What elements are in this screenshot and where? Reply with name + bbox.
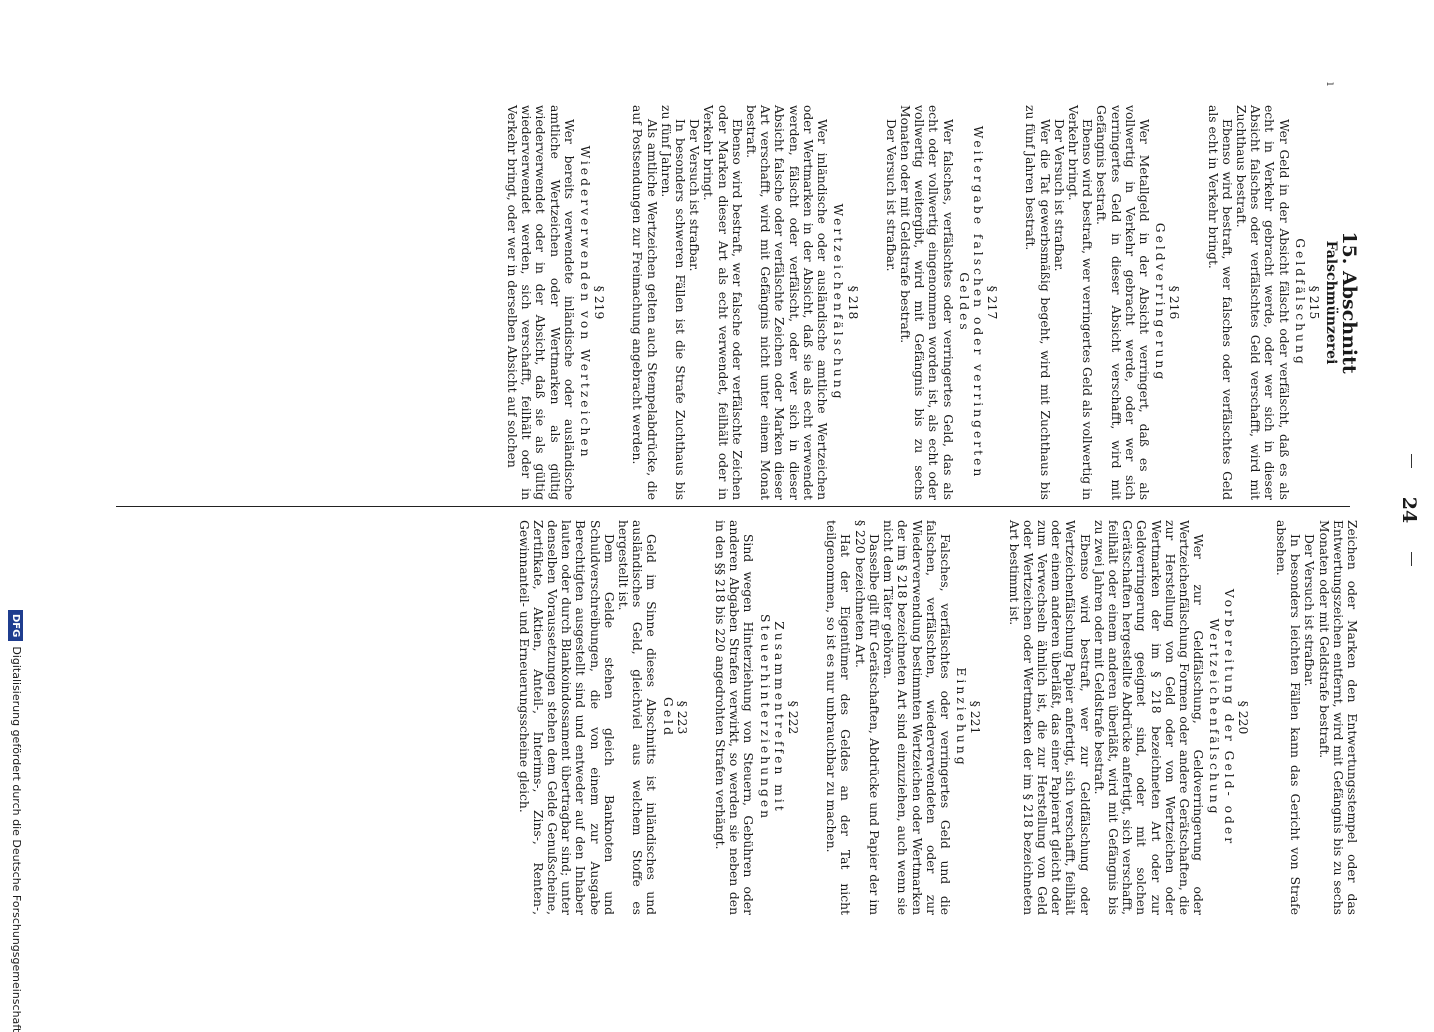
section-number-220: § 220 xyxy=(1235,700,1250,735)
paragraph: Dem Gelde stehen gleich Banknoten und Schuldverschreibungen, die von einem zur Ausgabe Berechtigten ausgestellt sind und entweder auf den Inhaber lauten oder durch Blankoindossament übertragbar sind; unter denselben Voraussetzungen stehen dem Gelde Genußscheine, Zertifikate, Aktien, Anteil-, Interims-, Zins-, Renten-, Gewinnanteil- und Erneuerungsscheine gleich. xyxy=(516,520,616,915)
section-number-223: § 223 xyxy=(674,700,689,735)
dfg-logo: DFG xyxy=(9,610,24,641)
paragraph: Wer Geld in der Absicht fälscht oder verfälscht, daß es als echt in Verkehr gebracht werde, oder wer sich in dieser Absicht falsches oder verfälschtes Geld verschafft, wird mit Zuchthaus bestraft. xyxy=(1233,105,1291,500)
paragraph: Geld im Sinne dieses Abschnitts ist inländisches und ausländisches Geld, gleichviel aus welchem Stoffe es hergestellt ist. xyxy=(616,520,659,915)
paragraph: Zeichen oder Marken den Entwertungsstempel oder das Entwertungszeichen entfernt, wird mit Gefängnis bis zu sechs Monaten oder mit Geldstrafe bestraft. xyxy=(1316,520,1359,915)
paragraph: Wer die Tat gewerbsmäßig begeht, wird mit Zuchthaus bis zu fünf Jahren bestraft. xyxy=(1023,105,1052,500)
paragraph: Ebenso wird bestraft, wer verringertes Geld als vollwertig in Verkehr bringt. xyxy=(1065,105,1095,500)
chapter-title: 15. Abschnitt xyxy=(1338,231,1360,374)
paragraph: Falsches, verfälschtes oder verringertes Geld und die falschen, verfälschten, wiederverwendeten oder zur Wiederverwendung bestimmten Wertzeichen oder Wertmarken der im § 218 bezeichneten Art sind einzuziehen, auch wenn sie nicht dem Täter gehören. xyxy=(881,520,952,915)
paragraph: In besonders leichten Fällen kann das Gericht von Strafe absehen. xyxy=(1273,520,1303,915)
paragraph: Hat der Eigentümer des Geldes an der Tat nicht teilgenommen, so ist es nur unbrauchbar zu machen. xyxy=(824,520,853,915)
header-rule-right xyxy=(1411,552,1412,566)
paragraph: Ebenso wird bestraft, wer falsche oder verfälschte Zeichen oder Marken dieser Art als echt verwendet, feilhält oder in Verkehr bringt. xyxy=(701,105,744,500)
paragraph: Ebenso wird bestraft, wer zur Geldfälschung oder Wertzeichenfälschung Papier anfertigt, sich verschafft, feilhält oder einem anderen überläßt, das einer Papierart gleicht oder zum Verwechseln ähnlich ist, die zur Herstellung von Geld oder Wertzeichen oder Wertmarken der im § 218 bezeichneten Art bestimmt ist. xyxy=(1006,520,1092,915)
digitization-footer xyxy=(2,610,30,1032)
paragraph: Wer zur Geldfälschung, Geldverringerung oder Wertzeichenfälschung Formen oder andere Gerätschaften, die zur Herstellung von Geld oder von Wertzeichen oder Wertmarken der im § 218 bezeichneten Art oder zur Geldverringerung geeignet sind, oder mit solchen Gerätschaften hergestellte Abdrücke anfertigt, sich verschafft, feilhält oder einem anderen überläßt, wird mit Gefängnis bis zu zwei Jahren oder mit Geldstrafe bestraft. xyxy=(1091,520,1206,915)
section-title-217: Weitergabe falschen oder verringerten Geldes xyxy=(956,125,985,480)
paragraph: Der Versuch ist strafbar. xyxy=(883,119,898,272)
paragraph: Wer Metallgeld in der Absicht verringert, daß es als vollwertig in Verkehr gebracht werde, oder wer sich verringertes Geld in dieser Absicht verschafft, wird mit Gefängnis bestraft. xyxy=(1094,105,1151,500)
section-number-216: § 216 xyxy=(1167,285,1182,320)
paragraph: Sind wegen Hinterziehung von Steuern, Gebühren oder anderen Abgaben Strafen verwirkt, so werden sie neben den in den §§ 218 bis 220 angedrohten Strafen verhängt. xyxy=(713,520,756,915)
header-rule-left xyxy=(1411,454,1412,468)
paragraph: Wer bereits verwendete inländische oder ausländische amtliche Wertzeichen oder Wertmarken als gültig wiederverwendet oder in der Absicht, daß sie als gültig wiederverwendet werden, sich verschafft, feilhält oder in Verkehr bringt, oder wer in derselben Absicht auf solchen xyxy=(505,105,576,500)
section-number-217: § 217 xyxy=(985,285,1000,320)
paragraph: Der Versuch ist strafbar. xyxy=(1051,119,1066,272)
right-column xyxy=(516,520,1359,915)
section-title-216: Geldverringerung xyxy=(1153,222,1168,383)
footer-text: Digitalisierung gefördert durch die Deutsche Forschungsgemeinschaft xyxy=(10,646,23,1032)
paragraph: Dasselbe gilt für Gerätschaften, Abdrücke und Papier der im § 220 bezeichneten Art. xyxy=(852,520,881,915)
paragraph: Wer falsches, verfälschtes oder verringertes Geld, das als echt oder vollwertig eingenommen worden ist, als echt oder vollwertig weitergibt, wird mit Gefängnis bis zu sechs Monaten oder mit Geldstrafe bestraft. xyxy=(897,105,955,500)
section-number-222: § 222 xyxy=(786,700,801,735)
column-divider xyxy=(116,506,1350,507)
section-number-218: § 218 xyxy=(845,285,860,320)
section-number-219: § 219 xyxy=(592,285,607,320)
paragraph: Als amtliche Wertzeichen gelten auch Stempelabdrücke, die auf Postsendungen zur Freimachung angebracht werden. xyxy=(630,105,659,500)
paragraph: Ebenso wird bestraft, wer falsches oder verfälschtes Geld als echt in Verkehr bringt. xyxy=(1205,105,1234,500)
section-title-219: Wiederverwenden von Wertzeichen xyxy=(578,145,593,460)
left-column xyxy=(505,105,1359,500)
section-title-221: Einziehung xyxy=(954,667,969,768)
section-title-215: Geldfälschung xyxy=(1292,238,1307,367)
section-title-223: Geld xyxy=(660,697,675,738)
chapter-subtitle: Falschmünzerei xyxy=(1323,240,1339,365)
section-number-215: § 215 xyxy=(1307,285,1321,320)
margin-mark: ı xyxy=(1324,82,1338,86)
paragraph: In besonders schweren Fällen ist die Strafe Zuchthaus bis zu fünf Jahren. xyxy=(658,105,688,500)
paragraph: Der Versuch ist strafbar. xyxy=(1302,534,1317,687)
section-title-222: Zusammentreffen mit Steuerhinterziehungen xyxy=(757,613,786,822)
section-title-218: Wertzeichenfälschung xyxy=(831,203,846,402)
paragraph: Der Versuch ist strafbar. xyxy=(687,119,702,272)
page-number: 24 xyxy=(1398,496,1420,524)
section-number-221: § 221 xyxy=(968,700,983,735)
section-title-220: Vorbereitung der Geld- oder Wertzeichenfälschung xyxy=(1207,588,1236,847)
paragraph: Wer inländische oder ausländische amtliche Wertzeichen oder Wertmarken in der Absicht, daß sie als echt verwendet werden, fälscht oder verfälscht, oder wer sich in dieser Absicht falsche oder verfälschte Zeichen oder Marken dieser Art verschafft, wird mit Gefängnis nicht unter einem Monat bestraft. xyxy=(744,105,830,500)
